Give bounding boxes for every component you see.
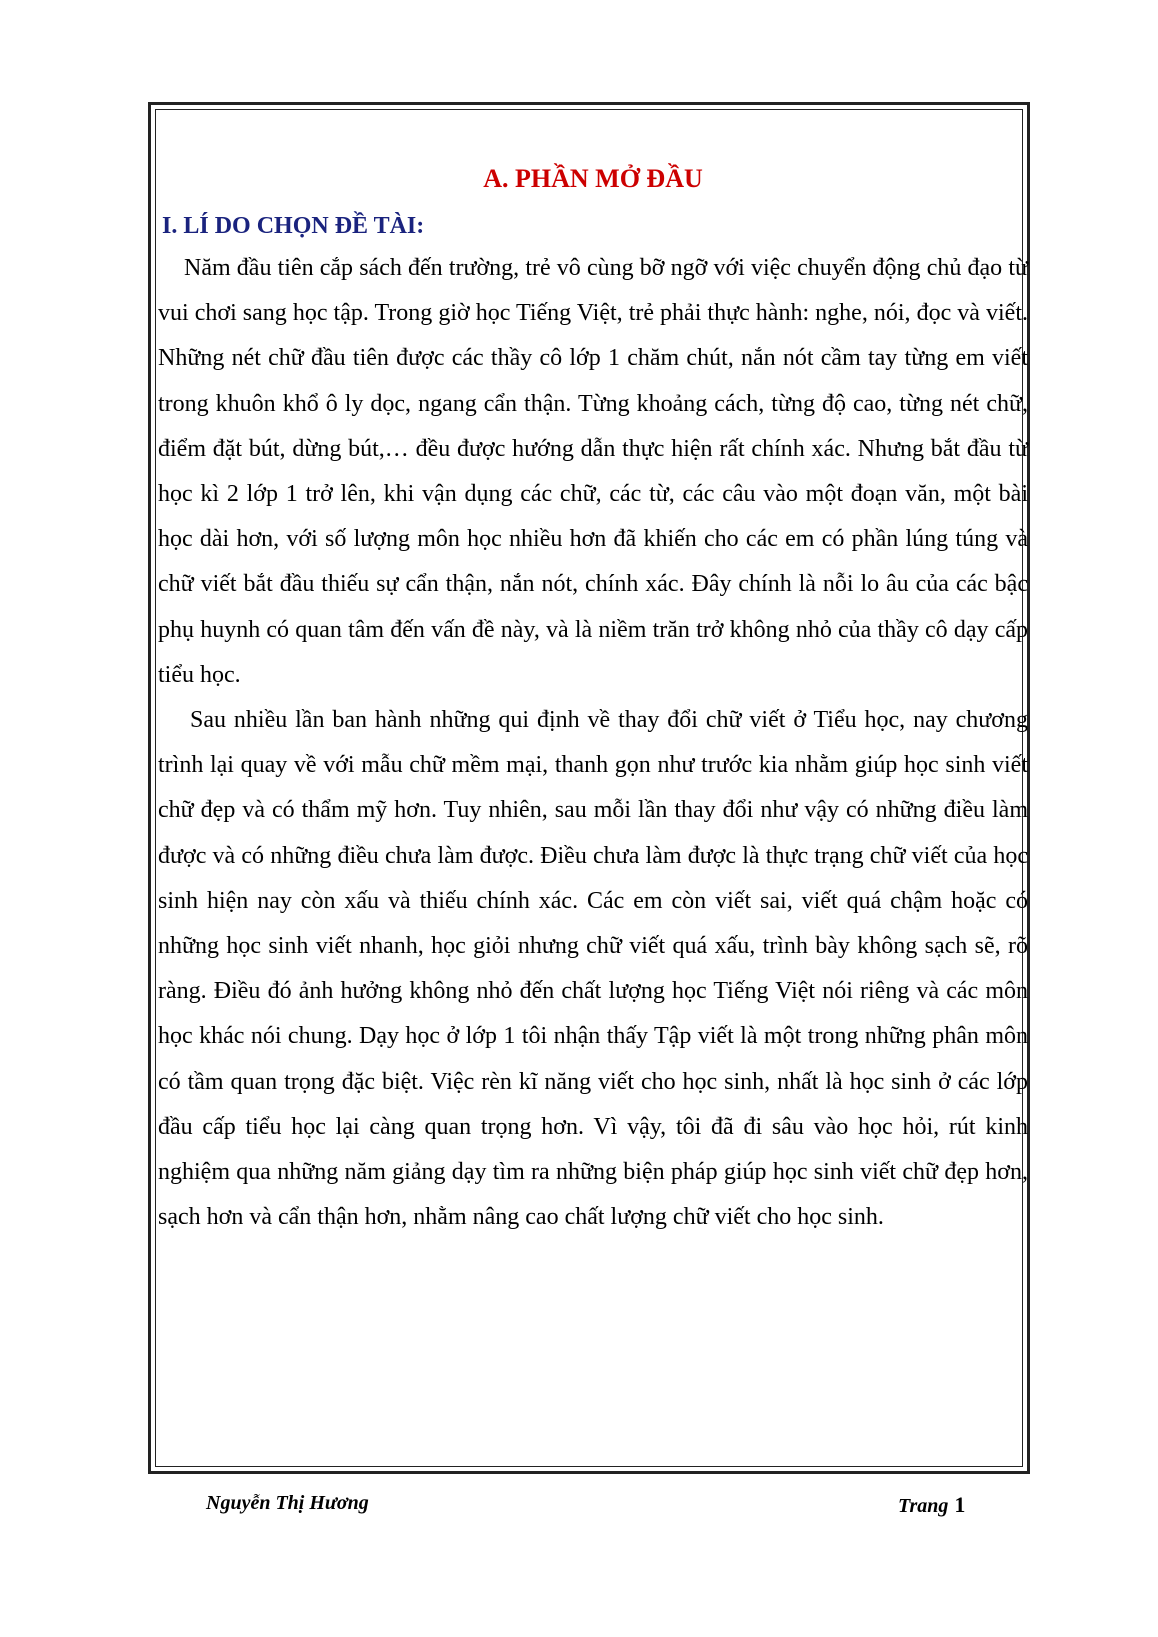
footer-page-indicator	[898, 1492, 965, 1518]
page-footer	[0, 1492, 1158, 1522]
paragraph-2: Sau nhiều lần ban hành những qui định về thay đổi chữ viết ở Tiểu học, nay chương trình lại quay về với mẫu chữ mềm mại, thanh gọn như trước kia nhằm giúp học sinh viết chữ đẹp và có thẩm mỹ hơn. Tuy nhiên, sau mỗi lần thay đổi như vậy có những điều làm được và có những điều chưa làm được. Điều chưa làm được là thực trạng chữ viết của học sinh hiện nay còn xấu và thiếu chính xác. Các em còn viết sai, viết quá chậm hoặc có những học sinh viết nhanh, học giỏi nhưng chữ viết quá xấu, trình bày không sạch sẽ, rõ ràng. Điều đó ảnh hưởng không nhỏ đến chất lượng học Tiếng Việt nói riêng và các môn học khác nói chung. Dạy học ở lớp 1 tôi nhận thấy Tập viết là một trong những phân môn có tầm quan trọng đặc biệt. Việc rèn kĩ năng viết cho học sinh, nhất là học sinh ở các lớp đầu cấp tiểu học lại càng quan trọng hơn. Vì vậy, tôi đã đi sâu vào học hỏi, rút kinh nghiệm qua những năm giảng dạy tìm ra những biện pháp giúp học sinh viết chữ đẹp hơn, sạch hơn và cẩn thận hơn, nhằm nâng cao chất lượng chữ viết cho học sinh.	[158, 707, 1028, 1231]
footer-author: Nguyễn Thị Hương	[206, 1492, 369, 1514]
part-title: A. PHẦN MỞ ĐẦU	[483, 164, 703, 193]
footer-page-number: 1	[954, 1492, 966, 1517]
footer-page-label: Trang	[898, 1495, 949, 1517]
document-body	[158, 150, 1028, 1240]
section-title: I. LÍ DO CHỌN ĐỀ TÀI:	[162, 213, 425, 239]
paragraph-1: Năm đầu tiên cắp sách đến trường, trẻ vô cùng bỡ ngỡ với việc chuyển động chủ đạo từ vui chơi sang học tập. Trong giờ học Tiếng Việt, trẻ phải thực hành: nghe, nói, đọc và viết. Những nét chữ đầu tiên được các thầy cô lớp 1 chăm chút, nắn nót cầm tay từng em viết trong khuôn khổ ô ly dọc, ngang cẩn thận. Từng khoảng cách, từng độ cao, từng nét chữ, điểm đặt bút, dừng bút,… đều được hướng dẫn thực hiện rất chính xác. Nhưng bắt đầu từ học kì 2 lớp 1 trở lên, khi vận dụng các chữ, các từ, các câu vào một đoạn văn, một bài học dài hơn, với số lượng môn học nhiều hơn đã khiến cho các em có phần lúng túng và chữ viết bắt đầu thiếu sự cẩn thận, nắn nót, chính xác. Đây chính là nỗi lo âu của các bậc phụ huynh có quan tâm đến vấn đề này, và là niềm trăn trở không nhỏ của thầy cô dạy cấp tiểu học.	[158, 255, 1028, 688]
